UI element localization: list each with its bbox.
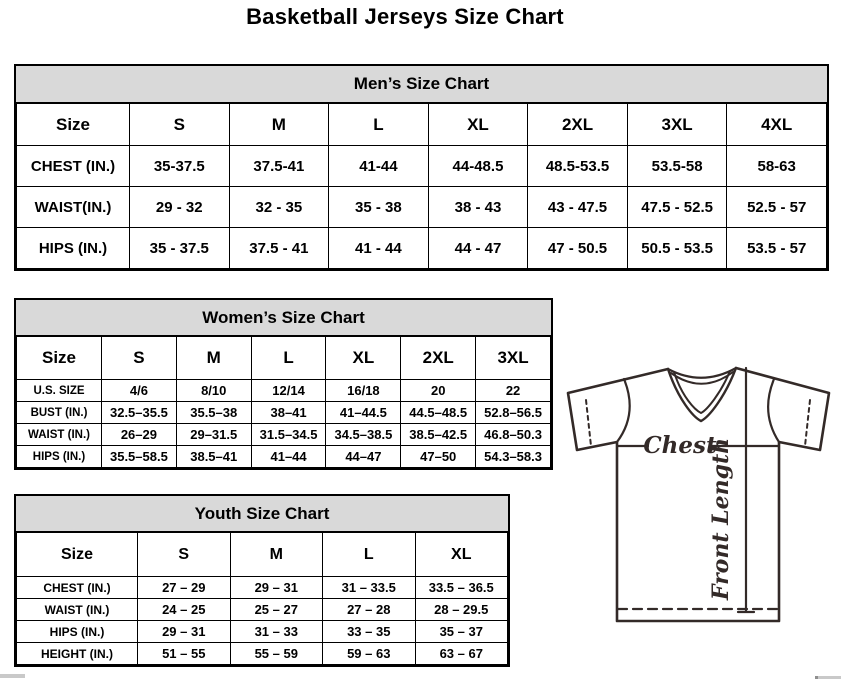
column-header: L	[323, 533, 416, 577]
size-value: 33.5 – 36.5	[415, 577, 508, 599]
page-title: Basketball Jerseys Size Chart	[246, 4, 564, 29]
size-value: 58-63	[727, 146, 827, 187]
size-value: 53.5-58	[627, 146, 727, 187]
size-value: 27 – 29	[138, 577, 231, 599]
size-value: 24 – 25	[138, 599, 231, 621]
chest-label: Chest	[643, 432, 717, 459]
row-label: U.S. SIZE	[17, 380, 102, 402]
table-row	[17, 187, 827, 228]
column-header: XL	[326, 337, 401, 380]
row-label: WAIST (IN.)	[17, 424, 102, 446]
row-label: WAIST(IN.)	[17, 187, 130, 228]
size-value: 31 – 33	[230, 621, 323, 643]
table-row	[17, 402, 551, 424]
column-header: M	[176, 337, 251, 380]
size-value: 27 – 28	[323, 599, 416, 621]
size-value: 29 - 32	[130, 187, 230, 228]
size-value: 47–50	[401, 446, 476, 468]
womens-chart-title: Women’s Size Chart	[16, 300, 551, 336]
size-value: 55 – 59	[230, 643, 323, 665]
size-value: 44-48.5	[428, 146, 528, 187]
size-value: 51 – 55	[138, 643, 231, 665]
table-row	[17, 621, 508, 643]
womens-size-chart-section	[14, 298, 553, 470]
size-value: 38.5–41	[176, 446, 251, 468]
column-header: S	[138, 533, 231, 577]
row-label: HIPS (IN.)	[17, 621, 138, 643]
size-value: 29–31.5	[176, 424, 251, 446]
size-value: 35.5–38	[176, 402, 251, 424]
size-value: 44 - 47	[428, 228, 528, 269]
size-value: 38 - 43	[428, 187, 528, 228]
size-value: 63 – 67	[415, 643, 508, 665]
jersey-measurement-diagram	[554, 356, 843, 628]
youth-chart-title: Youth Size Chart	[16, 496, 508, 532]
column-header: 4XL	[727, 104, 827, 146]
column-header: 2XL	[401, 337, 476, 380]
column-header: M	[230, 533, 323, 577]
size-value: 50.5 - 53.5	[627, 228, 727, 269]
column-header: Size	[17, 533, 138, 577]
table-row	[17, 643, 508, 665]
size-value: 35 - 38	[329, 187, 429, 228]
mens-size-chart-section	[14, 64, 829, 271]
front-length-label: Front Length	[708, 437, 734, 601]
column-header: S	[130, 104, 230, 146]
column-header: XL	[428, 104, 528, 146]
column-header: M	[229, 104, 329, 146]
size-value: 37.5-41	[229, 146, 329, 187]
jersey-outline	[568, 368, 829, 621]
size-value: 32.5–35.5	[102, 402, 177, 424]
size-value: 35 – 37	[415, 621, 508, 643]
size-value: 12/14	[251, 380, 326, 402]
size-value: 35 - 37.5	[130, 228, 230, 269]
size-value: 38.5–42.5	[401, 424, 476, 446]
row-label: WAIST (IN.)	[17, 599, 138, 621]
scrollbar-fragment-left[interactable]	[0, 674, 25, 678]
youth-size-table	[16, 532, 508, 665]
size-value: 22	[476, 380, 551, 402]
row-label: HEIGHT (IN.)	[17, 643, 138, 665]
size-value: 35-37.5	[130, 146, 230, 187]
header-row	[17, 337, 551, 380]
row-label: CHEST (IN.)	[17, 146, 130, 187]
header-row	[17, 533, 508, 577]
table-row	[17, 577, 508, 599]
size-value: 53.5 - 57	[727, 228, 827, 269]
table-row	[17, 146, 827, 187]
size-value: 37.5 - 41	[229, 228, 329, 269]
table-row	[17, 424, 551, 446]
size-value: 35.5–58.5	[102, 446, 177, 468]
size-value: 41–44	[251, 446, 326, 468]
column-header: Size	[17, 337, 102, 380]
row-label: HIPS (IN.)	[17, 446, 102, 468]
column-header: L	[329, 104, 429, 146]
size-value: 26–29	[102, 424, 177, 446]
size-value: 59 – 63	[323, 643, 416, 665]
size-value: 47 - 50.5	[528, 228, 628, 269]
row-label: BUST (IN.)	[17, 402, 102, 424]
size-value: 41 - 44	[329, 228, 429, 269]
mens-size-table	[16, 103, 827, 269]
size-value: 54.3–58.3	[476, 446, 551, 468]
column-header: 3XL	[476, 337, 551, 380]
table-row	[17, 599, 508, 621]
size-value: 25 – 27	[230, 599, 323, 621]
womens-size-table	[16, 336, 551, 468]
right-armhole-seam	[768, 379, 779, 442]
size-value: 43 - 47.5	[528, 187, 628, 228]
table-row	[17, 380, 551, 402]
row-label: CHEST (IN.)	[17, 577, 138, 599]
size-value: 8/10	[176, 380, 251, 402]
table-row	[17, 446, 551, 468]
size-value: 29 – 31	[138, 621, 231, 643]
table-row	[17, 228, 827, 269]
left-armhole-seam	[617, 379, 630, 442]
mens-chart-title: Men’s Size Chart	[16, 66, 827, 103]
size-value: 52.8–56.5	[476, 402, 551, 424]
column-header: XL	[415, 533, 508, 577]
size-value: 16/18	[326, 380, 401, 402]
size-value: 44.5–48.5	[401, 402, 476, 424]
size-value: 41-44	[329, 146, 429, 187]
size-value: 28 – 29.5	[415, 599, 508, 621]
row-label: HIPS (IN.)	[17, 228, 130, 269]
column-header: 2XL	[528, 104, 628, 146]
header-row	[17, 104, 827, 146]
size-value: 41–44.5	[326, 402, 401, 424]
size-value: 31 – 33.5	[323, 577, 416, 599]
size-value: 38–41	[251, 402, 326, 424]
left-cuff-dashed-line	[586, 400, 591, 446]
size-value: 44–47	[326, 446, 401, 468]
front-length-line	[738, 368, 754, 612]
size-value: 47.5 - 52.5	[627, 187, 727, 228]
column-header: S	[102, 337, 177, 380]
column-header: Size	[17, 104, 130, 146]
size-value: 29 – 31	[230, 577, 323, 599]
size-value: 32 - 35	[229, 187, 329, 228]
size-value: 31.5–34.5	[251, 424, 326, 446]
size-value: 20	[401, 380, 476, 402]
size-value: 34.5–38.5	[326, 424, 401, 446]
size-value: 52.5 - 57	[727, 187, 827, 228]
youth-size-chart-section	[14, 494, 510, 667]
right-cuff-dashed-line	[805, 400, 810, 446]
size-value: 46.8–50.3	[476, 424, 551, 446]
size-value: 48.5-53.5	[528, 146, 628, 187]
column-header: 3XL	[627, 104, 727, 146]
size-value: 4/6	[102, 380, 177, 402]
column-header: L	[251, 337, 326, 380]
size-value: 33 – 35	[323, 621, 416, 643]
